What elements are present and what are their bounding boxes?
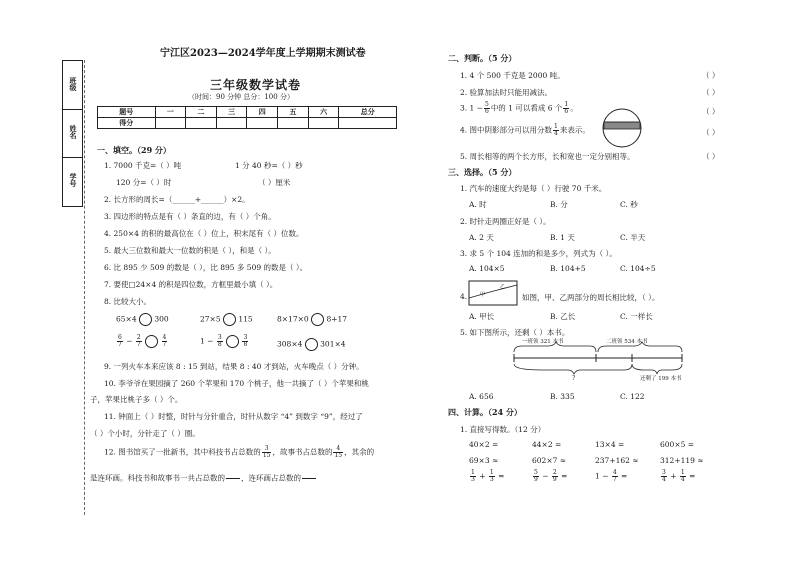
class-cell	[63, 61, 82, 110]
fraction: $\frac{5}{6}$	[484, 101, 489, 115]
choice-2: 2. 时针走两圈正好是（ ）。	[460, 217, 551, 226]
choice-3-a[interactable]: A. 104×5	[469, 264, 505, 273]
question-9: 9. 一列火车本来应该 8 : 15 到站，结果 8 : 40 才到站，火车晚点（ ）分钟。	[104, 362, 364, 371]
j4-text: 来表示。	[559, 125, 590, 135]
exam-title: 三年级数学试卷	[210, 78, 302, 92]
figure-label-yi: 乙	[500, 284, 506, 290]
choice-2-c[interactable]: C. 半天	[620, 233, 646, 242]
section-choice: 三、选择。（5 分）	[448, 167, 517, 177]
calc-item: 600×5 =	[660, 440, 695, 449]
q12-text: ，故事书占总数的	[272, 447, 333, 457]
compare-5	[200, 335, 249, 348]
judge-1: 1. 4 个 500 千克是 2000 吨。	[460, 71, 565, 80]
j3-text: 3. 1 −	[460, 103, 483, 113]
question-1c: 120 分=（ ）时	[116, 178, 172, 187]
q12-text: 是连环画。科技书和故事书一共占总数的	[90, 473, 225, 483]
score-cell: 得分	[98, 118, 156, 129]
judge-3	[460, 102, 578, 115]
question-7: 7. 要使□24×4 的积是四位数，方框里最小填（ ）。	[104, 280, 278, 289]
name-cell	[63, 109, 82, 158]
choice-4-b[interactable]: B. 乙长	[550, 312, 576, 321]
compare-left: 27×5	[200, 314, 221, 324]
judge-4-answer[interactable]: （ ）	[702, 128, 720, 137]
score-input[interactable]	[216, 118, 247, 129]
compare-left: 308×4	[277, 339, 303, 349]
score-cell: 一	[155, 107, 186, 118]
score-table	[97, 106, 397, 129]
score-value-row	[98, 118, 397, 129]
score-cell: 题号	[98, 107, 156, 118]
calc-item: 44×2 =	[532, 440, 562, 449]
compare-left: 8×17×0	[277, 314, 309, 324]
compare-circle[interactable]	[226, 335, 239, 348]
j3-text: 。	[570, 103, 578, 113]
calc-title: 1. 直接写得数。（12 分）	[460, 425, 546, 434]
compare-3	[277, 313, 347, 326]
question-1a: 1. 7000 千克=（ ）吨	[104, 161, 182, 170]
shaded-circle-figure	[602, 108, 642, 148]
fraction: $\frac{3}{8}$	[243, 334, 248, 348]
question-11a: 11. 钟面上（ ）时整，时针与分针重合，时针从数字 “4” 到数字 “9”，经过了	[104, 412, 363, 421]
compare-right: 300	[154, 314, 169, 324]
choice-2-b[interactable]: B. 1 天	[550, 233, 575, 242]
question-10a: 10. 李爷爷在果园摘了 260 个苹果和 170 个桃子，他一共摘了（ ）个苹果和桃	[104, 379, 369, 388]
fraction: $\frac{2}{7}$	[136, 334, 141, 348]
diagram-label-unknown: ?	[572, 375, 576, 382]
choice-4: 如图，甲、乙两部分的周长相比较，（ ）。	[522, 293, 660, 302]
j3-text: 中的 1 可以看成 6 个	[490, 103, 563, 113]
fraction: $\frac{6}{7}$	[118, 334, 122, 348]
q12-text: 12. 图书馆买了一批新书，其中科技书占总数的	[104, 447, 261, 457]
compare-4: $\frac{6}{7}$ − $\frac{2}{7}$ $\frac{4}{7}$	[118, 334, 167, 348]
binding-line	[84, 60, 85, 515]
question-12a	[104, 446, 374, 459]
question-2: 2. 长方形的周长=（______+______）×2。	[104, 195, 250, 204]
choice-5-c[interactable]: C. 122	[620, 392, 645, 401]
student-info-box	[62, 60, 83, 207]
compare-6	[277, 338, 346, 351]
calc-item: 237+162 ≈	[595, 456, 639, 465]
question-12b	[90, 472, 317, 485]
judge-5: 5. 周长相等的两个长方形，长和宽也一定分别相等。	[460, 152, 635, 161]
question-6: 6. 比 895 少 509 的数是（ ），比 895 多 509 的数是（ ）。	[104, 263, 308, 272]
fraction-blank[interactable]	[302, 472, 316, 485]
diagram-label-class1: 一班领 321 本书	[522, 339, 564, 345]
diagram-label-class2: 二班领 534 本书	[606, 339, 648, 345]
calc-fraction-1: $\frac{1}{3}$ + $\frac{1}{3}$ =	[471, 469, 505, 483]
choice-5-b[interactable]: B. 335	[550, 392, 575, 401]
score-header-row	[98, 107, 397, 118]
fraction-blank[interactable]	[226, 472, 240, 485]
calc-item: 69×3 ≈	[469, 456, 499, 465]
section-calc: 四、计算。（24 分）	[448, 407, 522, 417]
score-input[interactable]	[155, 118, 186, 129]
compare-1	[116, 313, 169, 326]
fraction: $\frac{4}{15}$	[334, 445, 343, 459]
judge-2-answer[interactable]: （ ）	[702, 88, 720, 97]
fraction: $\frac{3}{8}$	[217, 334, 222, 348]
judge-1-answer[interactable]: （ ）	[702, 71, 720, 80]
score-cell: 六	[308, 107, 339, 118]
question-5: 5. 最大三位数和最大一位数的积是（ ），和是（ ）。	[104, 246, 276, 255]
fraction: $\frac{3}{15}$	[262, 445, 271, 459]
score-input[interactable]	[247, 118, 278, 129]
question-3: 3. 四边形的特点是有（ ）条直的边，有（ ）个角。	[104, 212, 276, 221]
calc-fraction-4: $\frac{3}{4}$ + $\frac{1}{4}$ =	[662, 469, 696, 483]
choice-1: 1. 汽车的速度大约是每（ ）行驶 70 千米。	[460, 184, 607, 193]
question-1d: （ ）厘米	[258, 178, 291, 187]
judge-3-answer[interactable]: （ ）	[702, 107, 720, 116]
calc-fraction-2: $\frac{5}{9}$ − $\frac{2}{9}$ =	[534, 469, 568, 483]
judge-2: 2. 验算加法时只能用减法。	[460, 88, 553, 97]
section-judge: 二、判断。（5 分）	[448, 53, 517, 63]
calc-fraction-3: 1 − $\frac{4}{7}$ =	[595, 469, 628, 483]
calc-item: 312+119 ≈	[660, 456, 704, 465]
id-label: 学号	[69, 173, 78, 187]
choice-2-a[interactable]: A. 2 天	[469, 233, 494, 242]
question-10b: 子，苹果比桃子多（ ）个。	[90, 395, 183, 404]
choice-3-b[interactable]: B. 104+5	[550, 264, 586, 273]
rectangle-split-figure	[468, 280, 518, 306]
judge-5-answer[interactable]: （ ）	[702, 152, 720, 161]
calc-item: 40×2 =	[469, 440, 499, 449]
calc-item: 602×7 ≈	[532, 456, 567, 465]
q12-text: ，连环画占总数的	[241, 473, 302, 483]
fraction: $\frac{4}{7}$	[162, 334, 167, 348]
exam-meta: （时间：90 分钟 总分：100 分）	[188, 93, 294, 101]
score-input[interactable]	[339, 118, 397, 129]
id-cell	[63, 157, 82, 205]
score-cell: 五	[278, 107, 309, 118]
choice-3-c[interactable]: C. 104÷5	[620, 264, 656, 273]
choice-4-a[interactable]: A. 甲长	[469, 312, 495, 321]
class-label: 班级	[69, 77, 78, 91]
compare-left: 65×4	[116, 314, 137, 324]
compare-right: 115	[238, 314, 253, 324]
fraction: $\frac{1}{6}$	[564, 101, 569, 115]
question-4: 4. 250×4 的积的最高位在（ ）位上，积末尾有（ ）位数。	[104, 229, 304, 238]
choice-1-a[interactable]: A. 时	[469, 200, 487, 209]
section-fill-blank: 一、填空。（29 分）	[97, 145, 171, 155]
score-cell: 三	[216, 107, 247, 118]
judge-4	[460, 124, 590, 137]
score-input[interactable]	[308, 118, 339, 129]
question-8: 8. 比较大小。	[104, 297, 152, 306]
diagram-label-left: 还剩了 199 本书	[640, 376, 682, 382]
compare-circle[interactable]	[311, 313, 324, 326]
score-input[interactable]	[278, 118, 309, 129]
compare-left: 1 −	[200, 336, 214, 346]
fraction: $\frac{1}{4}$	[554, 123, 558, 137]
choice-3: 3. 求 5 个 104 连加的和是多少，列式为（ ）。	[460, 249, 617, 258]
exam-region-title: 宁江区2023—2024学年度上学期期末测试卷	[160, 48, 366, 59]
choice-1-c[interactable]: C. 秒	[620, 200, 638, 209]
name-label: 姓名	[69, 125, 78, 139]
choice-5: 5. 如下图所示，还剩（ ）本书。	[460, 328, 570, 337]
score-cell: 总分	[339, 107, 397, 118]
q12-text: ，其余的	[344, 447, 375, 457]
figure-label-jia: 甲	[480, 292, 486, 298]
question-11b: （ ）个小时，分针走了（ ）圈。	[90, 429, 200, 438]
score-cell: 四	[247, 107, 278, 118]
compare-right: 8+17	[326, 314, 348, 324]
j4-text: 4. 图中阴影部分可以用分数	[460, 125, 553, 135]
compare-circle[interactable]	[305, 338, 318, 351]
compare-circle[interactable]	[145, 335, 158, 348]
compare-2	[200, 313, 253, 326]
calc-item: 13×4 =	[595, 440, 625, 449]
choice-4-number: 4.	[460, 292, 468, 301]
choice-4-c[interactable]: C. 一样长	[620, 312, 653, 321]
compare-right: 301×4	[320, 339, 346, 349]
question-1b: 1 分 40 秒=（ ）秒	[235, 161, 303, 170]
compare-circle[interactable]	[139, 313, 152, 326]
choice-1-b[interactable]: B. 分	[550, 200, 568, 209]
compare-circle[interactable]	[223, 313, 236, 326]
score-input[interactable]	[186, 118, 217, 129]
choice-5-a[interactable]: A. 656	[469, 392, 494, 401]
score-cell: 二	[186, 107, 217, 118]
